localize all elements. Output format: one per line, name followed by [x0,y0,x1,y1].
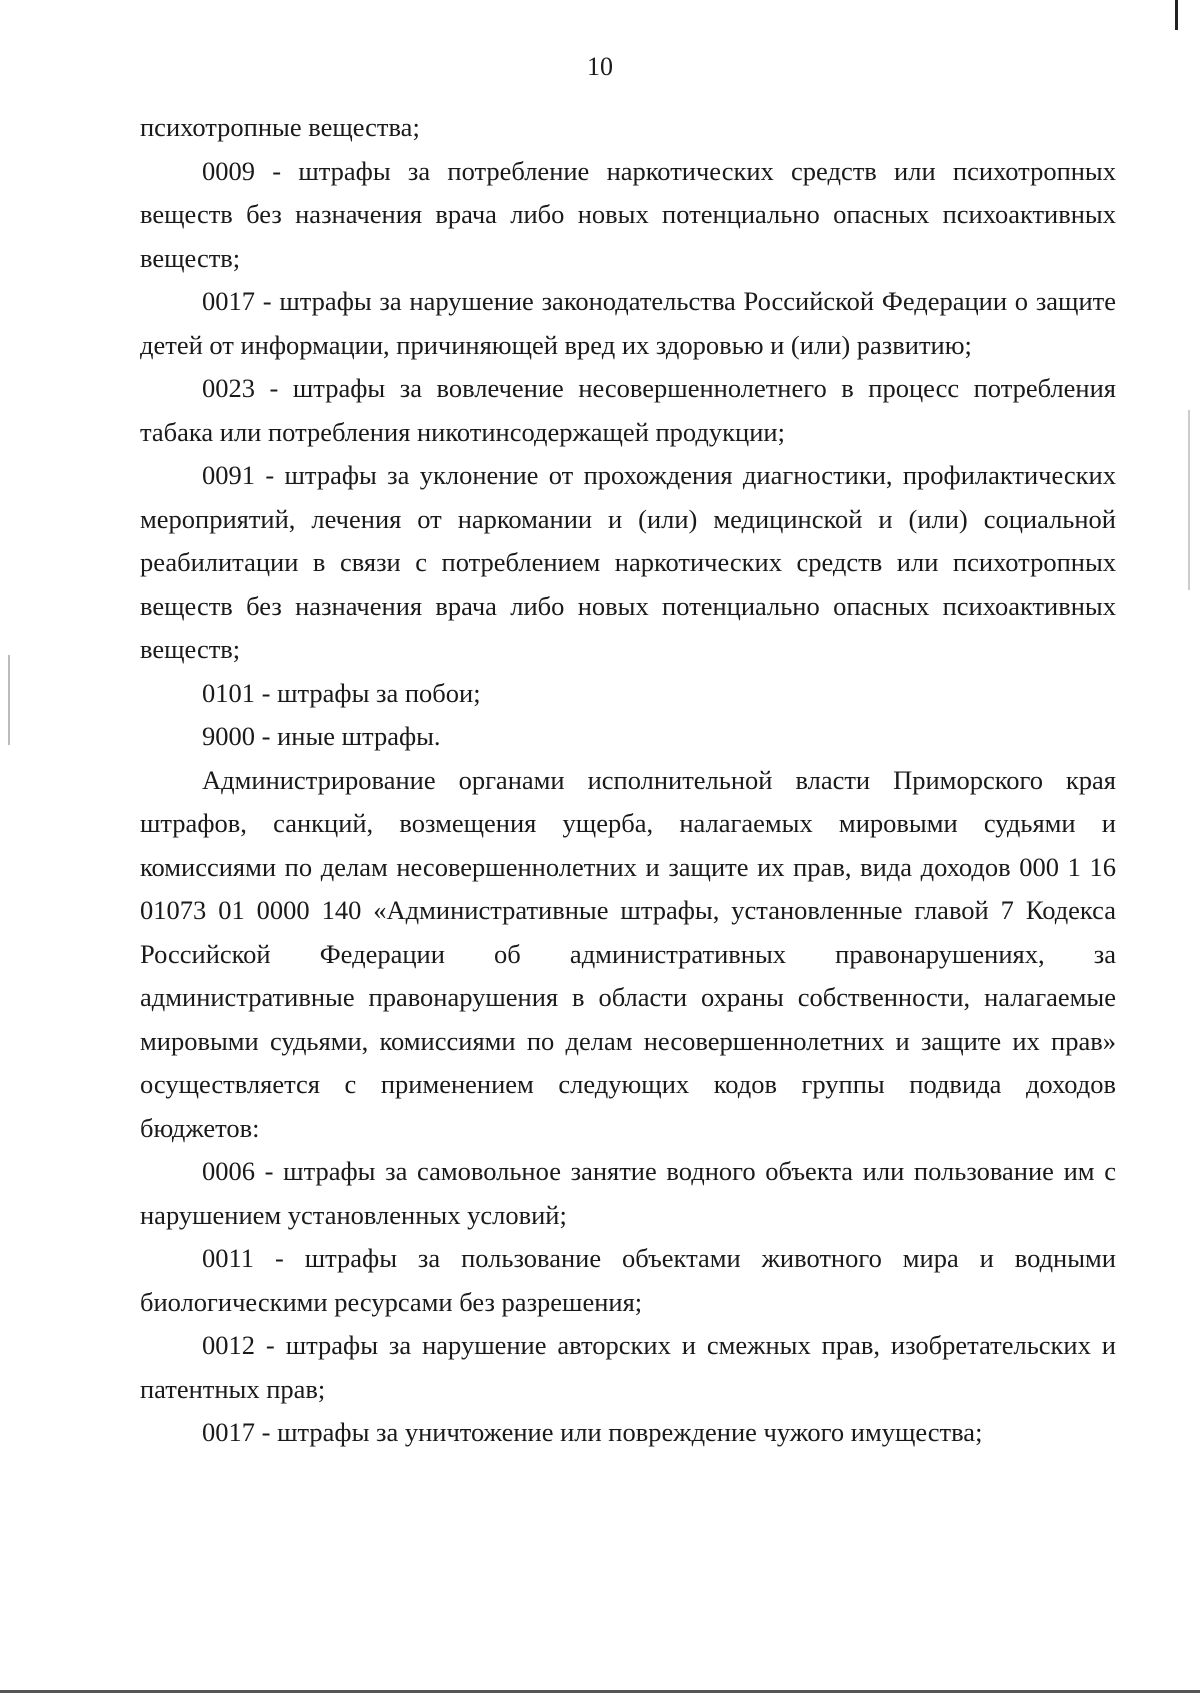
paragraph: 0023 - штрафы за вовлечение несовершеннолетнего в процесс потребления табака или потребления никотинсодержащей продукции; [140,373,1116,447]
scan-edge-mark [8,655,10,745]
paragraph: 9000 - иные штрафы. [202,721,441,751]
paragraph: 0009 - штрафы за потребление наркотических средств или психотропных веществ без назначения врача либо новых потенциально опасных психоактивных веществ; [140,155,1116,273]
scan-edge-mark [1188,410,1190,590]
paragraph: Администрирование органами исполнительной власти Приморского края штрафов, санкций, возмещения ущерба, налагаемых мировыми судьями и комиссиями по делам несовершеннолетних и защите их прав, вида доходов 000 1 16 01073 01 0000 140 «Административные штрафы, установленные главой 7 Кодекса Российской Федерации об административных правонарушениях, за административные правонарушения в области охраны собственности, налагаемые мировыми судьями, комиссиями по делам несовершеннолетних и защите их прав» осуществляется с применением следующих кодов группы подвида доходов бюджетов: [140,764,1116,1143]
paragraph: 0091 - штрафы за уклонение от прохождения диагностики, профилактических мероприятий, лечения от наркомании и (или) медицинской и (или) социальной реабилитации в связи с потреблением наркотических средств или психотропных веществ без назначения врача либо новых потенциально опасных психоактивных веществ; [140,460,1116,664]
document-body [140,106,1116,1455]
scan-edge-mark [1175,0,1178,30]
paragraph: 0017 - штрафы за уничтожение или повреждение чужого имущества; [202,1417,983,1447]
page-number: 10 [587,52,613,81]
paragraph: 0012 - штрафы за нарушение авторских и смежных прав, изобретательских и патентных прав; [140,1330,1116,1404]
paragraph: 0017 - штрафы за нарушение законодательства Российской Федерации о защите детей от информации, причиняющей вред их здоровью и (или) развитию; [140,286,1116,360]
paragraph: 0011 - штрафы за пользование объектами животного мира и водными биологическими ресурсами без разрешения; [140,1243,1116,1317]
paragraph: 0006 - штрафы за самовольное занятие водного объекта или пользование им с нарушением установленных условий; [140,1156,1116,1230]
paragraph: психотропные вещества; [140,112,420,142]
paragraph: 0101 - штрафы за побои; [202,677,481,708]
scan-bottom-edge [0,1690,1200,1693]
